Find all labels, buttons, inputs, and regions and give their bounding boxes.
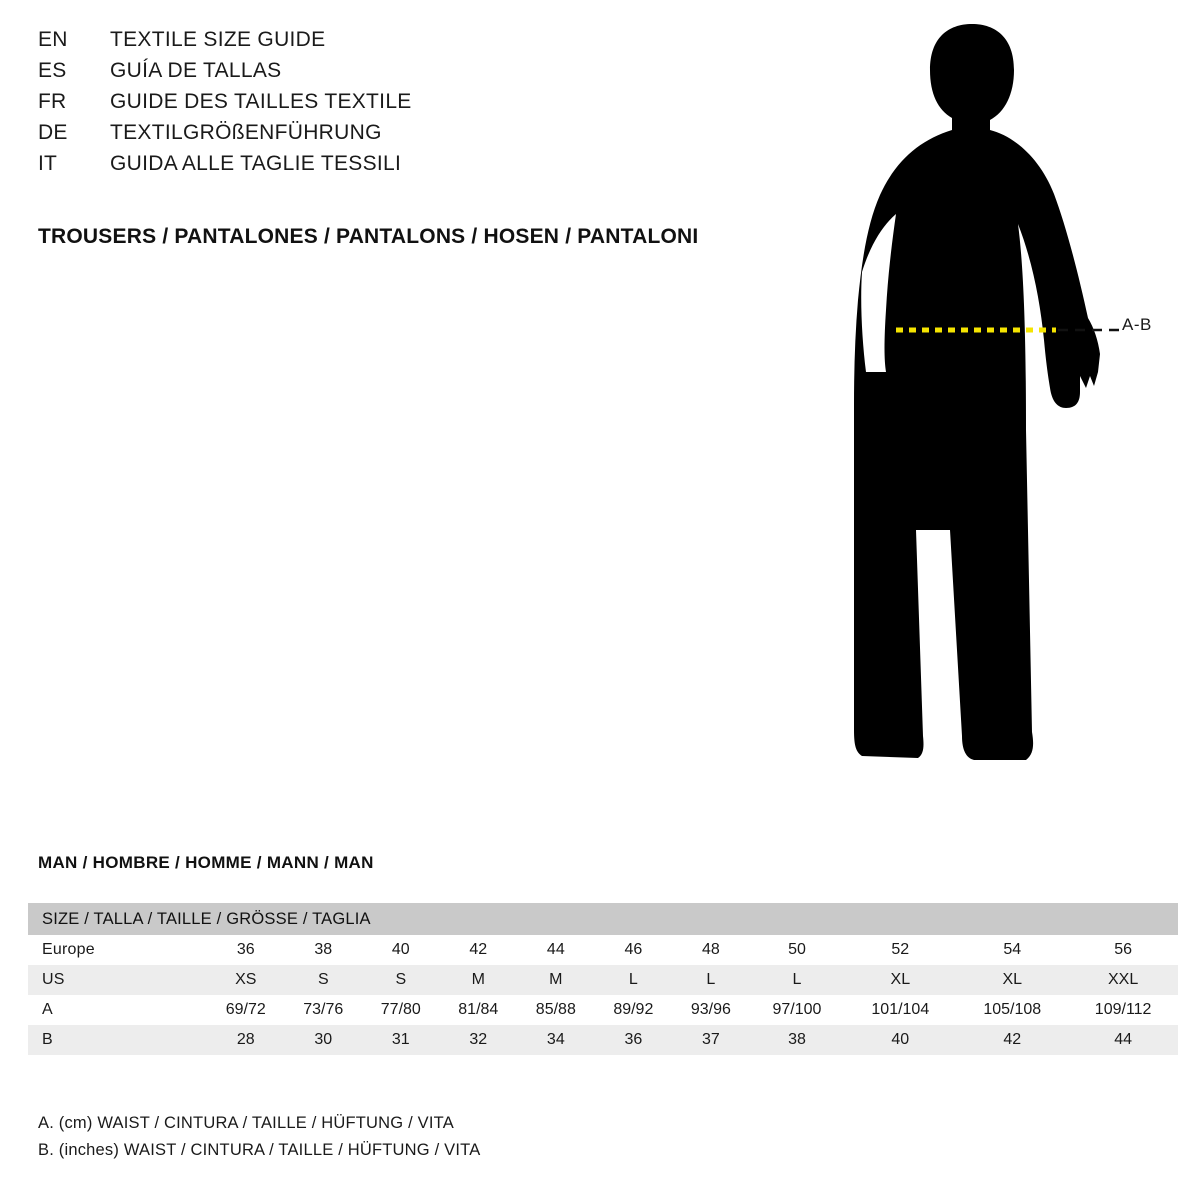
footnotes (38, 1110, 480, 1164)
measure-label-ab: A-B (1122, 315, 1152, 334)
cell: 50 (750, 935, 845, 965)
language-row (38, 90, 798, 121)
language-code: IT (38, 152, 58, 175)
cell: L (672, 965, 750, 995)
cell: 101/104 (844, 995, 956, 1025)
silhouette-head (930, 24, 1014, 138)
man-silhouette-figure (800, 10, 1190, 810)
cell: 31 (362, 1025, 440, 1055)
language-code: EN (38, 28, 68, 51)
cell: 85/88 (517, 995, 595, 1025)
cell: 81/84 (440, 995, 518, 1025)
cell: 109/112 (1068, 995, 1178, 1025)
cell: 36 (595, 1025, 673, 1055)
cell: XS (207, 965, 285, 995)
row-label: B (28, 1025, 207, 1055)
cell: 77/80 (362, 995, 440, 1025)
cell: L (750, 965, 845, 995)
cell: XL (956, 965, 1068, 995)
cell: 44 (1068, 1025, 1178, 1055)
language-row (38, 121, 798, 152)
cell: 38 (285, 935, 363, 965)
cell: 30 (285, 1025, 363, 1055)
language-text: GUIDE DES TAILLES TEXTILE (110, 90, 412, 113)
footnote-a: A. (cm) WAIST / CINTURA / TAILLE / HÜFTUNG / VITA (38, 1114, 454, 1132)
cell: 37 (672, 1025, 750, 1055)
cell: 42 (956, 1025, 1068, 1055)
cell: 105/108 (956, 995, 1068, 1025)
cell: 56 (1068, 935, 1178, 965)
language-text: GUÍA DE TALLAS (110, 59, 282, 82)
table-row (28, 995, 1178, 1025)
cell: L (595, 965, 673, 995)
size-table (28, 903, 1178, 1055)
cell: 44 (517, 935, 595, 965)
cell: 40 (844, 1025, 956, 1055)
cell: 89/92 (595, 995, 673, 1025)
cell: 48 (672, 935, 750, 965)
cell: M (517, 965, 595, 995)
row-label: Europe (28, 935, 207, 965)
language-list (38, 28, 798, 183)
language-row (38, 59, 798, 90)
cell: 28 (207, 1025, 285, 1055)
cell: 36 (207, 935, 285, 965)
language-code: DE (38, 121, 68, 144)
cell: 69/72 (207, 995, 285, 1025)
cell: 97/100 (750, 995, 845, 1025)
table-group-heading: MAN / HOMBRE / HOMME / MANN / MAN (38, 853, 374, 872)
table-row (28, 1025, 1178, 1055)
row-label: US (28, 965, 207, 995)
table-row (28, 965, 1178, 995)
cell: 73/76 (285, 995, 363, 1025)
cell: 46 (595, 935, 673, 965)
cell: XXL (1068, 965, 1178, 995)
garment-title: TROUSERS / PANTALONES / PANTALONS / HOSEN / PANTALONI (38, 225, 699, 248)
cell: S (285, 965, 363, 995)
cell: 52 (844, 935, 956, 965)
language-row (38, 28, 798, 59)
language-code: FR (38, 90, 67, 113)
table-header-label: SIZE / TALLA / TAILLE / GRÖSSE / TAGLIA (28, 903, 1178, 935)
cell: 34 (517, 1025, 595, 1055)
language-row (38, 152, 798, 183)
cell: 40 (362, 935, 440, 965)
cell: M (440, 965, 518, 995)
footnote-b: B. (inches) WAIST / CINTURA / TAILLE / HÜFTUNG / VITA (38, 1141, 481, 1159)
table-header-row (28, 903, 1178, 935)
language-text: TEXTILGRÖßENFÜHRUNG (110, 121, 382, 144)
table-row (28, 935, 1178, 965)
row-label: A (28, 995, 207, 1025)
cell: 32 (440, 1025, 518, 1055)
cell: 38 (750, 1025, 845, 1055)
language-code: ES (38, 59, 67, 82)
cell: S (362, 965, 440, 995)
language-text: GUIDA ALLE TAGLIE TESSILI (110, 152, 402, 175)
cell: 54 (956, 935, 1068, 965)
cell: XL (844, 965, 956, 995)
cell: 42 (440, 935, 518, 965)
language-text: TEXTILE SIZE GUIDE (110, 28, 326, 51)
cell: 93/96 (672, 995, 750, 1025)
